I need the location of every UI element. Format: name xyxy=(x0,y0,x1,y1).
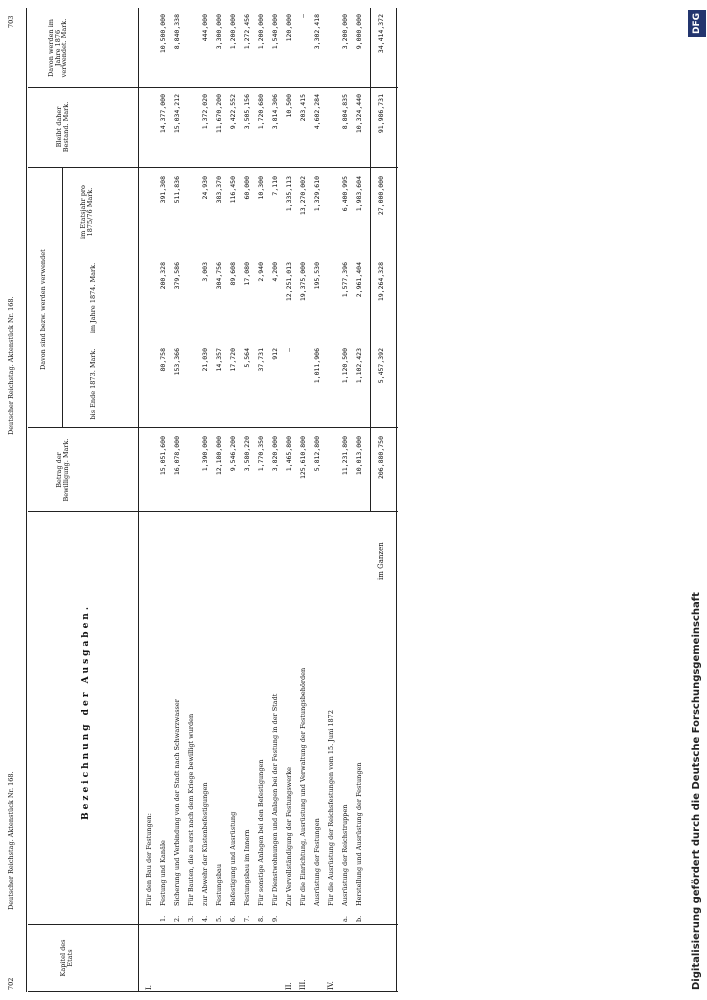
row-davon-1876: 1,200,000 xyxy=(257,14,265,50)
row-im-etat: 13,270,002 xyxy=(299,176,307,216)
col-rule-5 xyxy=(28,167,398,168)
col-bleibt: Bleibt daher Bestand. Mark. xyxy=(55,101,70,153)
col-bis-ende: bis Ende 1873. Mark. xyxy=(89,348,97,420)
row-bleibt: 1,720,680 xyxy=(257,94,265,130)
total-label: im Ganzen xyxy=(377,542,385,580)
row-bis-ende: 912 xyxy=(271,348,279,360)
row-im-etat: 511,836 xyxy=(173,176,181,204)
row-label: zur Abwehr der Küstenbefestigungen xyxy=(201,782,209,906)
row-im-etat: 1,983,604 xyxy=(355,176,363,212)
row-bleibt: 8,804,835 xyxy=(341,94,349,130)
row-bewilligt: 16,078,000 xyxy=(173,436,181,476)
row-im-etat: 24,930 xyxy=(201,176,209,200)
row-label: Für Dienstwohnungen und Anlagen bei der Festung in der Stadt xyxy=(271,693,279,906)
row-bleibt: 11,670,200 xyxy=(215,94,223,134)
row-bis-ende: 14,357 xyxy=(215,348,223,372)
row-bewilligt: 15,051,600 xyxy=(159,436,167,476)
col-group-verwendet: Davon sind bezw. werden verwendet xyxy=(39,249,47,370)
row-label: Für den Bau der Festungen: xyxy=(145,813,153,906)
row-bleibt: 9,422,552 xyxy=(229,94,237,130)
row-bewilligt: 3,820,000 xyxy=(271,436,279,472)
row-im-etat: 383,370 xyxy=(215,176,223,204)
row-index: 6. xyxy=(229,915,237,922)
row-davon-1876: 3,200,000 xyxy=(341,14,349,50)
row-index: a. xyxy=(341,916,349,922)
row-im-jahre: 2,961,404 xyxy=(355,262,363,298)
row-im-etat: 1,329,610 xyxy=(313,176,321,212)
col-im-etat: im Etatsjahr pro 1875/76 Mark. xyxy=(79,185,94,239)
total-bewilligt: 206,880,750 xyxy=(377,436,385,480)
row-label: Für die Ausrüstung der Reichsfestungen vom 15. Juni 1872 xyxy=(327,710,335,906)
row-im-jahre: 89,608 xyxy=(229,262,237,286)
row-bleibt: 3,505,156 xyxy=(243,94,251,130)
row-bleibt: 203,415 xyxy=(299,94,307,122)
row-bis-ende: 1,120,500 xyxy=(341,348,349,384)
row-bis-ende: 5,564 xyxy=(243,348,251,368)
row-bleibt: 10,500 xyxy=(285,94,293,118)
row-bis-ende: 153,366 xyxy=(173,348,181,376)
header-left: Deutscher Reichstag. Aktenstück Nr. 168. xyxy=(7,771,15,910)
dfg-caption xyxy=(688,10,706,990)
row-index: 8. xyxy=(257,915,265,922)
row-index: 7. xyxy=(243,915,251,922)
row-bewilligt: 1,465,800 xyxy=(285,436,293,472)
group-rule xyxy=(62,168,63,428)
row-bis-ende: — xyxy=(285,348,293,352)
row-index: 3. xyxy=(187,915,195,922)
row-label: Befestigung und Ausrüstung xyxy=(229,811,237,906)
row-index: 4. xyxy=(201,915,209,922)
row-im-jahre: 4,200 xyxy=(271,262,279,282)
row-bis-ende: 21,030 xyxy=(201,348,209,372)
page-number-left: 702 xyxy=(7,977,15,990)
row-bewilligt: 1,770,350 xyxy=(257,436,265,472)
row-bleibt: 15,034,212 xyxy=(173,94,181,134)
row-im-etat: 1,335,113 xyxy=(285,176,293,212)
col-rule-3 xyxy=(28,511,398,512)
row-im-jahre: 304,756 xyxy=(215,262,223,290)
row-im-jahre: 195,530 xyxy=(313,262,321,290)
row-davon-1876: 9,000,000 xyxy=(355,14,363,50)
col-davon-1876: Davon werden im Jahre 1876 verwendet. Mark. xyxy=(47,18,68,78)
row-im-etat: 7,110 xyxy=(271,176,279,196)
row-index: 1. xyxy=(159,915,167,922)
row-bewilligt: 11,231,800 xyxy=(341,436,349,476)
row-bleibt: 4,602,284 xyxy=(313,94,321,130)
row-davon-1876: 120,000 xyxy=(285,14,293,42)
row-davon-1876: 444,000 xyxy=(201,14,209,42)
row-label: Ausrüstung der Reichstruppen xyxy=(341,804,349,906)
row-im-jahre: 2,940 xyxy=(257,262,265,282)
row-label: Festungsbau xyxy=(215,863,223,906)
row-bewilligt: 1,390,000 xyxy=(201,436,209,472)
row-bleibt: 14,377,000 xyxy=(159,94,167,134)
col-rule-4 xyxy=(28,427,398,428)
row-im-etat: 60,000 xyxy=(243,176,251,200)
total-davon-1876: 34,414,372 xyxy=(377,14,385,54)
row-bleibt: 10,324,440 xyxy=(355,94,363,134)
row-index: b. xyxy=(355,915,363,922)
row-bewilligt: 125,610,800 xyxy=(299,436,307,480)
row-im-jahre: 19,375,000 xyxy=(299,262,307,302)
row-im-etat: 10,300 xyxy=(257,176,265,200)
row-label: Ausrüstung der Festungen xyxy=(313,818,321,906)
row-bewilligt: 3,580,220 xyxy=(243,436,251,472)
row-bewilligt: 10,013,000 xyxy=(355,436,363,476)
col-rule-2 xyxy=(28,924,398,925)
row-im-jahre: 3,003 xyxy=(201,262,209,282)
row-index: 5. xyxy=(215,915,223,922)
row-index: 9. xyxy=(271,915,279,922)
row-bleibt: 1,372,020 xyxy=(201,94,209,130)
row-bis-ende: 80,758 xyxy=(159,348,167,372)
row-kapitel: III. xyxy=(299,979,307,990)
total-im-etat: 27,000,000 xyxy=(377,176,385,216)
row-davon-1876: 1,540,000 xyxy=(271,14,279,50)
row-bis-ende: 37,731 xyxy=(257,348,265,372)
dfg-logo: DFG xyxy=(688,10,706,37)
row-im-etat: 116,450 xyxy=(229,176,237,204)
total-bis-ende: 5,457,392 xyxy=(377,348,385,384)
row-label: Herstellung und Ausrüstung der Festungen xyxy=(355,762,363,906)
col-kapitel: Kapitel des Etats xyxy=(59,939,74,977)
row-kapitel: IV. xyxy=(327,981,335,990)
row-bis-ende: 1,102,423 xyxy=(355,348,363,384)
col-rule-6 xyxy=(28,87,398,88)
row-bleibt: 3,814,306 xyxy=(271,94,279,130)
row-davon-1876: 3,302,418 xyxy=(313,14,321,50)
total-bleibt: 91,986,731 xyxy=(377,94,385,134)
header-underline xyxy=(138,8,139,992)
row-im-etat: 6,400,995 xyxy=(341,176,349,212)
dfg-text: Digitalisierung gefördert durch die Deutsche Forschungsgemeinschaft xyxy=(691,592,702,990)
row-index: 2. xyxy=(173,915,181,922)
row-im-jahre: 1,577,396 xyxy=(341,262,349,298)
row-label: Für sonstige Anlagen bei den Befestigungen xyxy=(257,759,265,906)
row-davon-1876: 10,500,000 xyxy=(159,14,167,54)
row-bewilligt: 12,180,000 xyxy=(215,436,223,476)
row-im-jahre: 12,251,013 xyxy=(285,262,293,302)
col-bewilligt: Betrag der Bewilligung. Mark. xyxy=(55,438,70,502)
header-right: Deutscher Reichstag. Aktenstück Nr. 168. xyxy=(7,296,15,435)
row-label: Sicherung und Verbindung von der Stadt nach Schwarzwasser xyxy=(173,699,181,906)
table-title: Bezeichnung der Ausgaben. xyxy=(81,604,91,820)
row-label: Festung und Kanäle xyxy=(159,840,167,906)
row-bis-ende: 17,720 xyxy=(229,348,237,372)
row-im-jahre: 17,080 xyxy=(243,262,251,286)
row-davon-1876: 1,272,456 xyxy=(243,14,251,50)
row-kapitel: I. xyxy=(145,985,153,990)
row-label: Festungsbau im Innern xyxy=(243,829,251,906)
row-bewilligt: 9,546,200 xyxy=(229,436,237,472)
row-kapitel: II. xyxy=(285,982,293,990)
col-im-jahre: im Jahre 1874. Mark. xyxy=(89,262,97,334)
row-davon-1876: 8,840,338 xyxy=(173,14,181,50)
row-label: Für die Einrichtung, Ausrüstung und Verwaltung der Festungsbehörden xyxy=(299,667,307,906)
page-number-right: 703 xyxy=(7,15,15,28)
top-rule xyxy=(26,8,27,992)
total-im-jahre: 19,264,328 xyxy=(377,262,385,302)
row-im-etat: 391,308 xyxy=(159,176,167,204)
row-bis-ende: 1,011,906 xyxy=(313,348,321,384)
total-rule xyxy=(370,8,371,512)
row-davon-1876: 3,300,000 xyxy=(215,14,223,50)
row-davon-1876: 1,200,000 xyxy=(229,14,237,50)
dfg-sidebar xyxy=(688,10,706,990)
bottom-rule xyxy=(396,8,397,992)
row-label: Für Bauten, die zu erst nach dem Kriege bewilligt wurden xyxy=(187,713,195,906)
row-davon-1876: — xyxy=(299,14,307,18)
row-bewilligt: 5,812,800 xyxy=(313,436,321,472)
row-im-jahre: 200,328 xyxy=(159,262,167,290)
row-label: Zur Vervollständigung der Festungswerke xyxy=(285,767,293,906)
row-im-jahre: 379,586 xyxy=(173,262,181,290)
col-rule-1 xyxy=(28,991,398,992)
